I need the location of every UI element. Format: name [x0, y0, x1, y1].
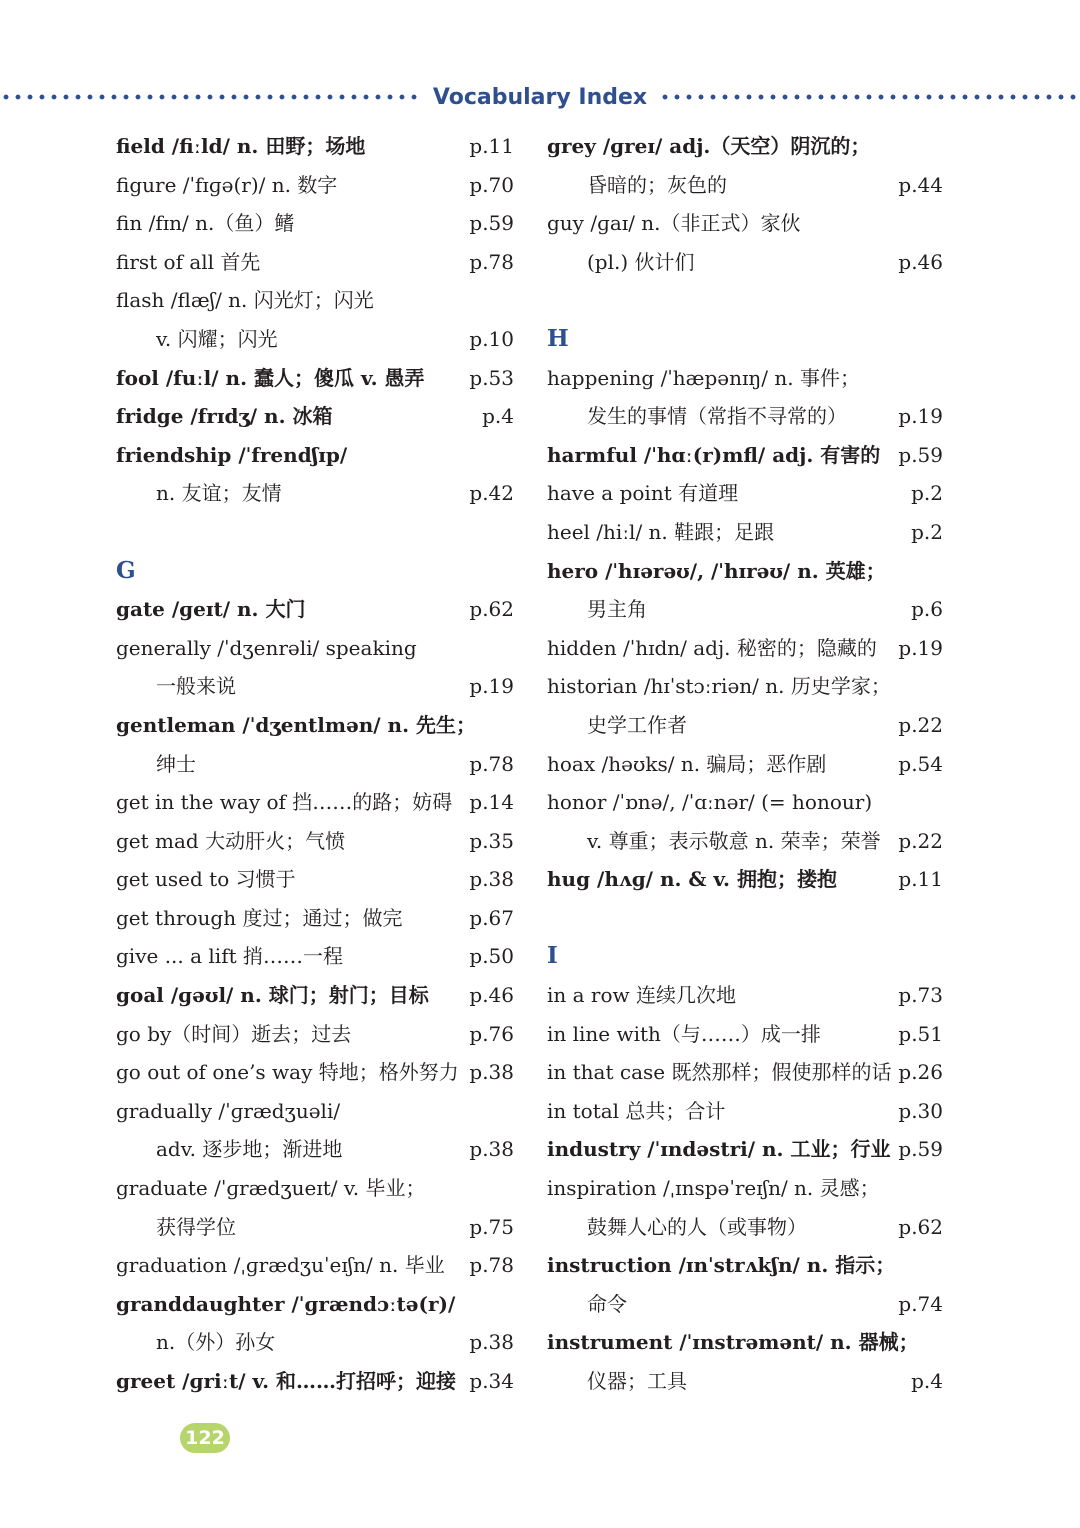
left-column	[116, 127, 514, 1401]
index-entry	[547, 552, 943, 591]
index-entry	[116, 320, 514, 359]
index-entry	[116, 1015, 514, 1054]
index-entry	[116, 629, 514, 668]
entry-page-ref: p.19	[898, 404, 943, 429]
index-entry	[116, 1362, 514, 1401]
entry-text: in line with（与……）成一排	[547, 1021, 821, 1046]
entry-page-ref: p.30	[898, 1098, 943, 1123]
index-entry	[547, 629, 943, 668]
entry-page-ref: p.59	[469, 211, 514, 236]
entry-page-ref: p.74	[898, 1291, 943, 1316]
index-entry	[116, 397, 514, 436]
entry-page-ref: p.78	[469, 751, 514, 776]
entry-page-ref: p.53	[469, 365, 514, 390]
index-entry	[116, 1246, 514, 1285]
index-entry	[547, 513, 943, 552]
entry-text: get in the way of 挡……的路；妨碍	[116, 790, 453, 815]
entry-page-ref: p.70	[469, 172, 514, 197]
index-entry	[116, 860, 514, 899]
entry-text: in that case 既然那样；假使那样的话	[547, 1060, 892, 1085]
spacer	[547, 281, 943, 320]
entry-page-ref: p.46	[469, 983, 514, 1008]
entry-page-ref: p.38	[469, 867, 514, 892]
entry-text: happening /ˈhæpənɪŋ/ n. 事件；	[547, 365, 860, 390]
entry-page-ref: p.35	[469, 828, 514, 853]
index-entry	[116, 281, 514, 320]
page-number-badge: 122	[180, 1423, 230, 1453]
entry-page-ref: p.4	[482, 404, 514, 429]
entry-page-ref: p.73	[898, 983, 943, 1008]
entry-text: gentleman /ˈdʒentlmən/ n. 先生；	[116, 712, 476, 737]
entry-text: n.（外）孙女	[156, 1330, 276, 1355]
entry-page-ref: p.4	[911, 1369, 943, 1393]
entry-page-ref: p.10	[469, 326, 514, 351]
index-entry	[116, 359, 514, 398]
entry-page-ref: p.19	[469, 674, 514, 699]
entry-text: fridge /frɪdʒ/ n. 冰箱	[116, 404, 333, 429]
entry-page-ref: p.38	[469, 1330, 514, 1355]
entry-page-ref: p.34	[469, 1369, 514, 1393]
entry-page-ref: p.11	[469, 134, 514, 158]
index-entry	[116, 667, 514, 706]
entry-text: first of all 首先	[116, 249, 261, 274]
page-title: Vocabulary Index	[432, 84, 648, 110]
index-entry	[116, 706, 514, 745]
entry-text: 获得学位	[156, 1214, 236, 1239]
entry-text: 史学工作者	[587, 712, 687, 737]
index-entry	[116, 474, 514, 513]
entry-text: get through 度过；通过；做完	[116, 905, 403, 930]
entry-page-ref: p.46	[898, 249, 943, 274]
index-entry	[116, 204, 514, 243]
entry-text: n. 友谊；友情	[156, 481, 282, 506]
entry-text: hero /ˈhɪərəʊ/, /ˈhɪrəʊ/ n. 英雄；	[547, 558, 886, 583]
index-entry	[547, 474, 943, 513]
entry-text: inspiration /ˌɪnspəˈreɪʃn/ n. 灵感；	[547, 1176, 880, 1201]
entry-text: greet /ɡriːt/ v. 和……打招呼；迎接	[116, 1369, 457, 1393]
entry-text: grey /ɡreɪ/ adj.（天空）阴沉的；	[547, 134, 871, 158]
entry-text: instrument /ˈɪnstrəmənt/ n. 器械；	[547, 1330, 919, 1355]
entry-text: hidden /ˈhɪdn/ adj. 秘密的；隐藏的	[547, 635, 877, 660]
index-entry	[547, 1015, 943, 1054]
page-header	[0, 80, 1080, 114]
entry-text: 发生的事情（常指不寻常的）	[587, 404, 847, 429]
entry-page-ref: p.78	[469, 1253, 514, 1278]
entry-text: have a point 有道理	[547, 481, 739, 506]
index-entry	[547, 397, 943, 436]
index-entry	[116, 822, 514, 861]
index-entry	[116, 1208, 514, 1247]
entry-text: hug /hʌɡ/ n. & v. 拥抱；搂抱	[547, 867, 837, 892]
entry-text: honor /ˈɒnə/, /ˈɑːnər/ (= honour)	[547, 790, 873, 815]
entry-text: historian /hɪˈstɔːriən/ n. 历史学家；	[547, 674, 891, 699]
entry-text: fin /fɪn/ n.（鱼）鳍	[116, 211, 295, 236]
entry-page-ref: p.51	[898, 1021, 943, 1046]
index-entry	[116, 243, 514, 282]
index-entry	[547, 127, 943, 166]
entry-page-ref: p.14	[469, 790, 514, 815]
index-entry	[116, 1323, 514, 1362]
index-entry	[547, 1092, 943, 1131]
index-entry	[547, 590, 943, 629]
entry-text: in total 总共；合计	[547, 1098, 726, 1123]
entry-page-ref: p.42	[469, 481, 514, 506]
entry-text: goal /ɡəʊl/ n. 球门；射门；目标	[116, 983, 429, 1008]
entry-page-ref: p.62	[898, 1214, 943, 1239]
entry-text: figure /ˈfɪɡə(r)/ n. 数字	[116, 172, 338, 197]
index-entry	[547, 976, 943, 1015]
entry-text: graduation /ˌɡrædʒuˈeɪʃn/ n. 毕业	[116, 1253, 445, 1278]
index-entry	[547, 243, 943, 282]
index-entry	[547, 436, 943, 475]
entry-text: granddaughter /ˈɡrændɔːtə(r)/	[116, 1291, 456, 1316]
entry-page-ref: p.78	[469, 249, 514, 274]
index-entry	[547, 783, 943, 822]
index-entry	[547, 860, 943, 899]
index-entry	[116, 590, 514, 629]
entry-text: generally /ˈdʒenrəli/ speaking	[116, 635, 417, 660]
entry-page-ref: p.22	[898, 712, 943, 737]
entry-text: harmful /ˈhɑː(r)mfl/ adj. 有害的	[547, 442, 881, 467]
spacer	[116, 513, 514, 552]
entry-text: go out of one’s way 特地；格外努力	[116, 1060, 459, 1085]
entry-text: get mad 大动肝火；气愤	[116, 828, 346, 853]
entry-text: hoax /həʊks/ n. 骗局；恶作剧	[547, 751, 827, 776]
index-entry	[547, 822, 943, 861]
index-entry	[116, 1169, 514, 1208]
entry-text: fool /fuːl/ n. 蠢人；傻瓜 v. 愚弄	[116, 365, 425, 390]
entry-page-ref: p.22	[898, 828, 943, 853]
entry-text: field /fiːld/ n. 田野；场地	[116, 134, 366, 158]
entry-text: go by（时间）逝去；过去	[116, 1021, 352, 1046]
entry-page-ref: p.54	[898, 751, 943, 776]
index-entry	[116, 436, 514, 475]
index-entry	[547, 1053, 943, 1092]
index-entry	[547, 1362, 943, 1401]
index-entry	[547, 1208, 943, 1247]
entry-text: gradually /ˈɡrædʒuəli/	[116, 1098, 341, 1123]
index-entry	[116, 127, 514, 166]
index-entry	[547, 1130, 943, 1169]
entry-page-ref: p.76	[469, 1021, 514, 1046]
index-entry	[547, 706, 943, 745]
index-entry	[116, 783, 514, 822]
entry-text: in a row 连续几次地	[547, 983, 736, 1008]
index-entry	[547, 1169, 943, 1208]
entry-text: 仪器；工具	[587, 1369, 687, 1393]
entry-page-ref: p.2	[911, 481, 943, 506]
entry-page-ref: p.2	[911, 519, 943, 544]
entry-text: heel /hiːl/ n. 鞋跟；足跟	[547, 519, 775, 544]
entry-page-ref: p.26	[898, 1060, 943, 1085]
section-letter: H	[547, 324, 569, 352]
entry-text: v. 闪耀；闪光	[156, 326, 278, 351]
entry-page-ref: p.62	[469, 597, 514, 622]
entry-text: 绅士	[156, 751, 196, 776]
entry-text: give ... a lift 捎……一程	[116, 944, 343, 969]
entry-text: instruction /ɪnˈstrʌkʃn/ n. 指示；	[547, 1253, 896, 1278]
index-entry	[116, 1130, 514, 1169]
index-entry	[547, 1323, 943, 1362]
index-entry	[116, 166, 514, 205]
entry-text: v. 尊重；表示敬意 n. 荣幸；荣誉	[587, 828, 881, 853]
section-letter: G	[116, 556, 136, 584]
entry-page-ref: p.59	[898, 1137, 943, 1162]
index-entry	[116, 937, 514, 976]
index-entry	[116, 1053, 514, 1092]
entry-page-ref: p.38	[469, 1137, 514, 1162]
section-letter: I	[547, 942, 558, 970]
entry-text: 鼓舞人心的人（或事物）	[587, 1214, 807, 1239]
index-entry	[116, 899, 514, 938]
entry-page-ref: p.44	[898, 172, 943, 197]
entry-text: (pl.) 伙计们	[587, 249, 695, 274]
entry-page-ref: p.6	[911, 597, 943, 622]
index-entry	[547, 204, 943, 243]
entry-text: guy /ɡaɪ/ n.（非正式）家伙	[547, 211, 801, 236]
index-entry	[116, 745, 514, 784]
index-entry	[547, 1285, 943, 1324]
entry-text: graduate /ˈɡrædʒueɪt/ v. 毕业；	[116, 1176, 426, 1201]
entry-text: get used to 习惯于	[116, 867, 296, 892]
entry-text: friendship /ˈfrendʃɪp/	[116, 442, 348, 467]
entry-text: 命令	[587, 1291, 627, 1316]
index-entry	[547, 1246, 943, 1285]
index-entry	[547, 667, 943, 706]
entry-page-ref: p.59	[898, 442, 943, 467]
index-entry	[116, 1285, 514, 1324]
section-heading	[547, 937, 943, 976]
section-heading	[116, 552, 514, 591]
entry-page-ref: p.50	[469, 944, 514, 969]
entry-page-ref: p.67	[469, 905, 514, 930]
entry-page-ref: p.19	[898, 635, 943, 660]
entry-page-ref: p.38	[469, 1060, 514, 1085]
entry-text: flash /flæʃ/ n. 闪光灯；闪光	[116, 288, 374, 313]
index-entry	[116, 1092, 514, 1131]
index-entry	[547, 166, 943, 205]
entry-page-ref: p.11	[898, 867, 943, 892]
entry-text: 一般来说	[156, 674, 236, 699]
entry-text: industry /ˈɪndəstri/ n. 工业；行业	[547, 1137, 891, 1162]
right-column	[547, 127, 943, 1401]
index-entry	[547, 745, 943, 784]
entry-text: 男主角	[587, 597, 647, 622]
entry-text: gate /ɡeɪt/ n. 大门	[116, 597, 306, 622]
section-heading	[547, 320, 943, 359]
entry-text: 昏暗的；灰色的	[587, 172, 727, 197]
header-dots-right	[659, 94, 1080, 100]
entry-page-ref: p.75	[469, 1214, 514, 1239]
header-dots-left	[0, 94, 421, 100]
entry-text: adv. 逐步地；渐进地	[156, 1137, 343, 1162]
index-entry	[116, 976, 514, 1015]
spacer	[547, 899, 943, 938]
index-entry	[547, 359, 943, 398]
